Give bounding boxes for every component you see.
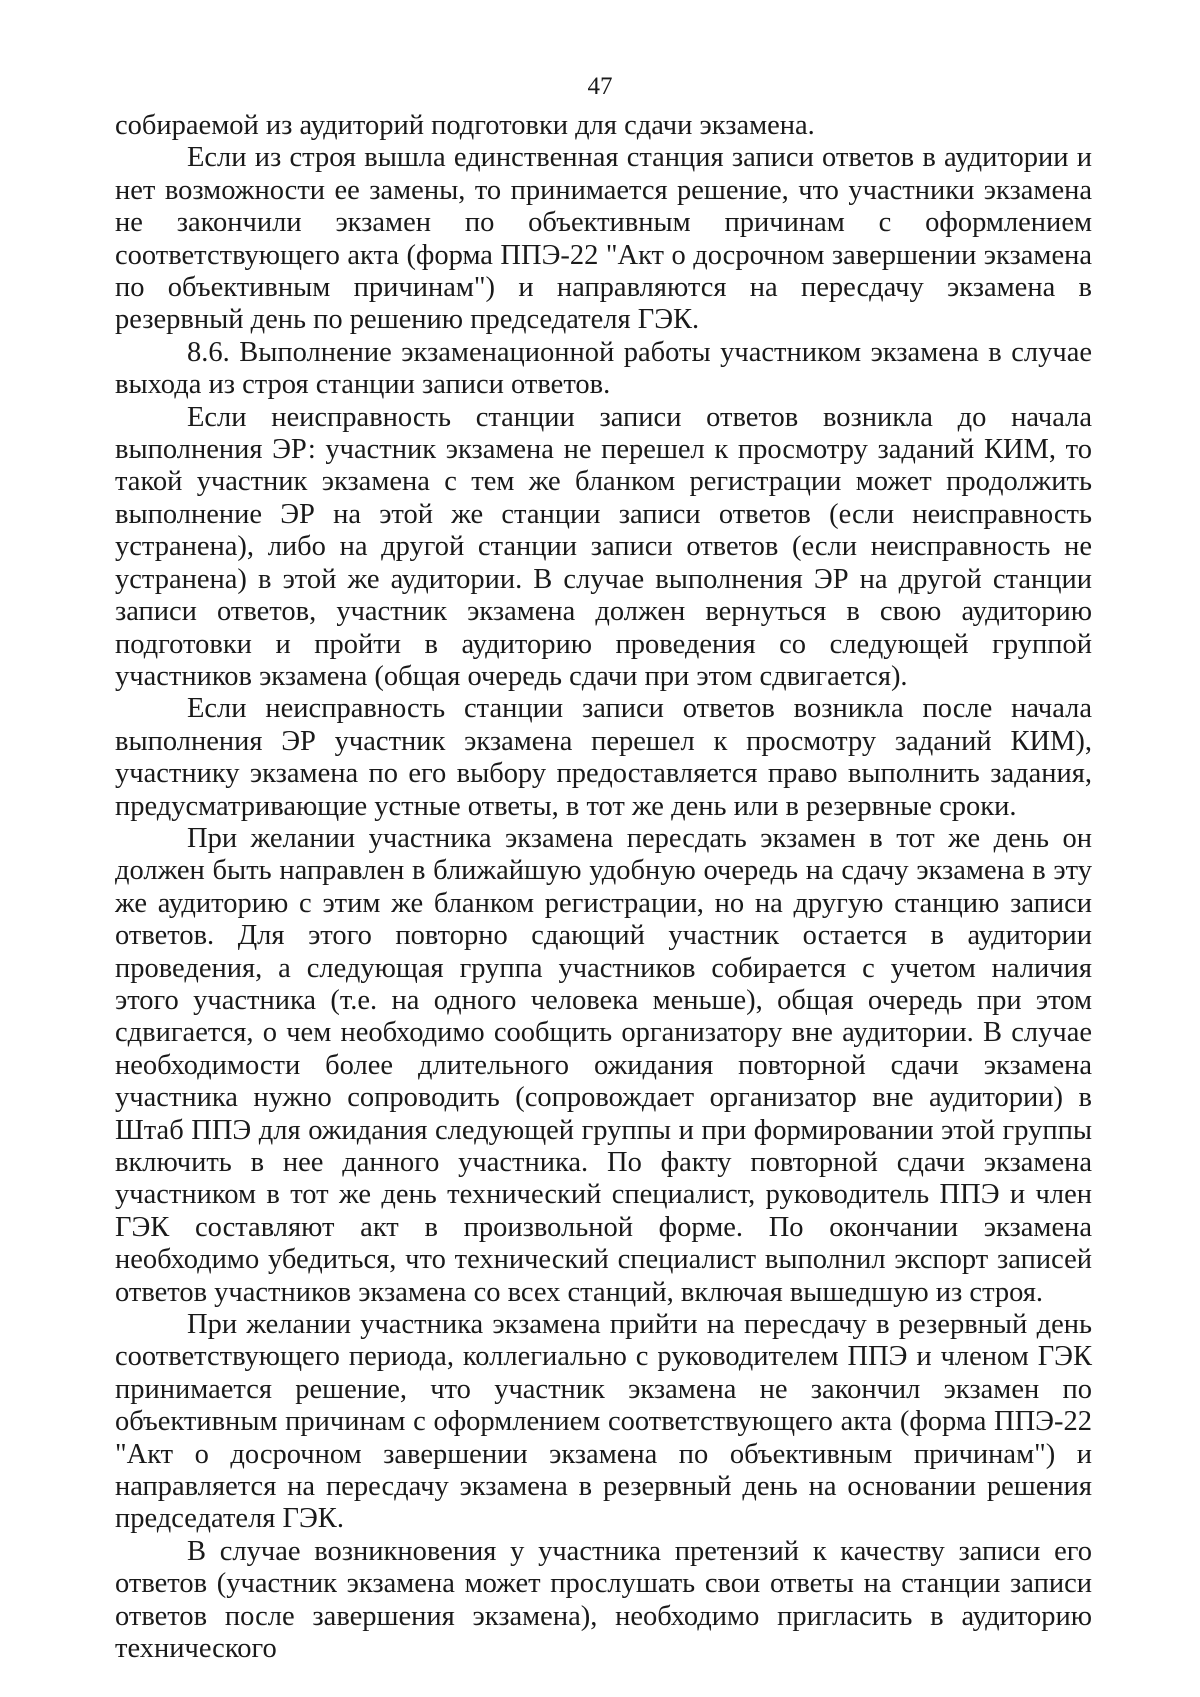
page-body: [115, 110, 1092, 1666]
paragraph-failure-after-start: Если неисправность станции записи ответов возникла после начала выполнения ЭР участник экзамена перешел к просмотру заданий КИМ), участнику экзамена по его выбору предоставляется право выполнить задания, предусматривающие устные ответы, в тот же день или в резервные сроки.: [115, 693, 1092, 822]
paragraph-same-day-retake: При желании участника экзамена пересдать экзамен в тот же день он должен быть направлен в ближайшую удобную очередь на сдачу экзамена в эту же аудиторию с этим же бланком регистрации, но на другую станцию записи ответов. Для этого повторно сдающий участник остается в аудитории проведения, а следующая группа участников собирается с учетом наличия этого участника (т.е. на одного человека меньше), общая очередь при этом сдвигается, о чем необходимо сообщить организатору вне аудитории. В случае необходимости более длительного ожидания повторной сдачи экзамена участника нужно сопроводить (сопровождает организатор вне аудитории) в Штаб ППЭ для ожидания следующей группы и при формировании этой группы включить в нее данного участника. По факту повторной сдачи экзамена участником в тот же день технический специалист, руководитель ППЭ и член ГЭК составляют акт в произвольной форме. По окончании экзамена необходимо убедиться, что технический специалист выполнил экспорт записей ответов участников экзамена со всех станций, включая вышедшую из строя.: [115, 822, 1092, 1308]
paragraph-recording-quality-claim: В случае возникновения у участника претензий к качеству записи его ответов (участник экзамена может прослушать свои ответы на станции записи ответов после завершения экзамена), необходимо пригласить в аудиторию технического: [115, 1535, 1092, 1665]
paragraph-continuation: собираемой из аудиторий подготовки для сдачи экзамена.: [115, 110, 815, 141]
paragraph-station-failure-no-replacement: Если из строя вышла единственная станция записи ответов в аудитории и нет возможности ее замены, то принимается решение, что участники экзамена не закончили экзамен по объективным причинам с оформлением соответствующего акта (форма ППЭ-22 "Акт о досрочном завершении экзамена по объективным причинам") и направляются на пересдачу экзамена в резервный день по решению председателя ГЭК.: [115, 142, 1092, 336]
paragraph-failure-before-start: Если неисправность станции записи ответов возникла до начала выполнения ЭР: участник экзамена не перешел к просмотру заданий КИМ, то такой участник экзамена с тем же бланком регистрации может продолжить выполнение ЭР на этой же станции записи ответов (если неисправность устранена), либо на другой станции записи ответов (если неисправность не устранена) в этой же аудитории. В случае выполнения ЭР на другой станции записи ответов, участник экзамена должен вернуться в свою аудиторию подготовки и пройти в аудиторию проведения со следующей группой участников экзамена (общая очередь сдачи при этом сдвигается).: [115, 401, 1092, 692]
paragraph-reserve-day-retake: При желании участника экзамена прийти на пересдачу в резервный день соответствующего периода, коллегиально с руководителем ППЭ и членом ГЭК принимается решение, что участник экзамена не закончил экзамен по объективным причинам с оформлением соответствующего акта (форма ППЭ-22 "Акт о досрочном завершении экзамена по объективным причинам") и направляется на пересдачу экзамена в резервный день на основании решения председателя ГЭК.: [115, 1309, 1092, 1535]
section-heading-8-6: 8.6. Выполнение экзаменационной работы участником экзамена в случае выхода из строя станции записи ответов.: [115, 336, 1092, 401]
page-number: 47: [587, 73, 613, 100]
